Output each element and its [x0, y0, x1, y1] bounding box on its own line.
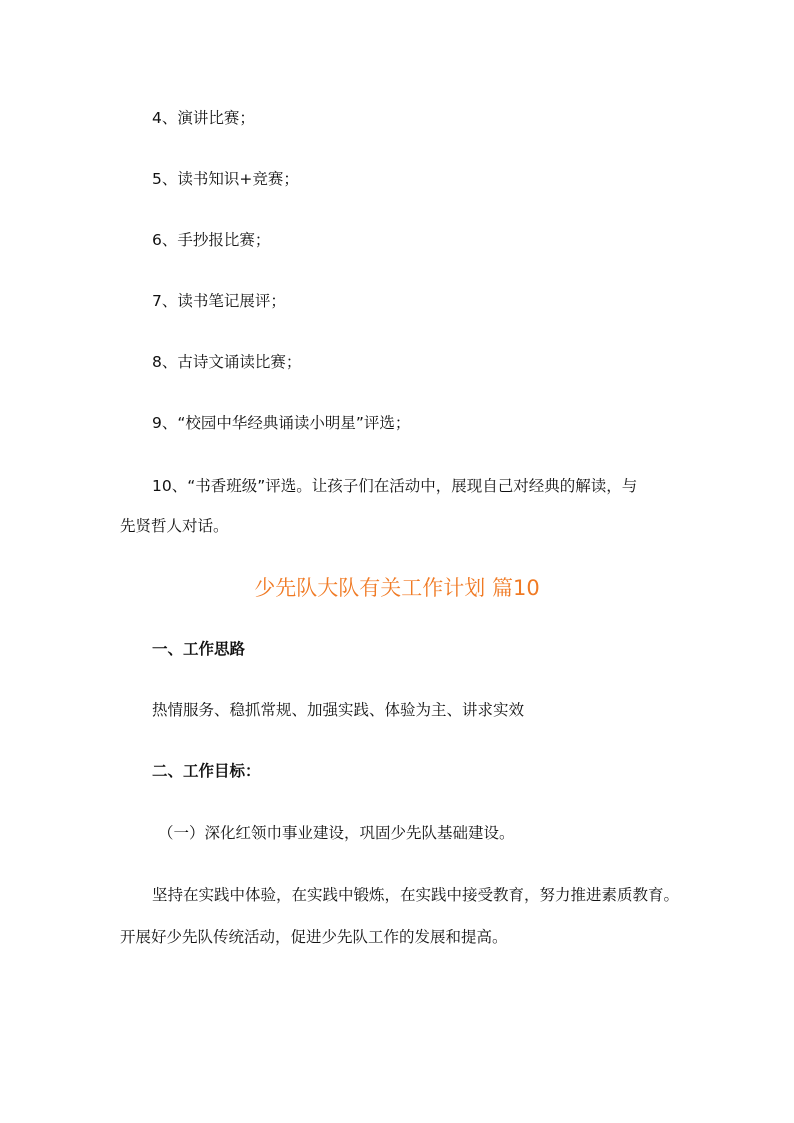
list-item-9: 9、“校园中华经典诵读小明星”评选；	[152, 414, 411, 432]
list-item-6: 6、手抄报比赛；	[152, 231, 271, 249]
heading-work-approach: 一、工作思路	[152, 640, 246, 658]
list-item-8: 8、古诗文诵读比赛；	[152, 353, 302, 371]
list-item-10-continued: 先贤哲人对话。	[120, 517, 229, 535]
paragraph-work-approach: 热情服务、稳抓常规、加强实践、体验为主、讲求实效	[152, 701, 525, 719]
list-item-7: 7、读书笔记展评；	[152, 292, 286, 310]
paragraph-goal-1-line-1: 坚持在实践中体验，在实践中锻炼，在实践中接受教育，努力推进素质教育。	[152, 886, 680, 904]
paragraph-goal-1-line-2: 开展好少先队传统活动，促进少先队工作的发展和提高。	[120, 928, 508, 946]
subheading-goal-1: （一）深化红领巾事业建设，巩固少先队基础建设。	[158, 824, 515, 842]
section-title: 少先队大队有关工作计划 篇10	[254, 576, 540, 600]
list-item-5: 5、读书知识+竞赛；	[152, 170, 299, 188]
list-item-4: 4、演讲比赛；	[152, 109, 255, 127]
heading-work-goals: 二、工作目标：	[152, 762, 261, 780]
list-item-10: 10、“书香班级”评选。让孩子们在活动中，展现自己对经典的解读，与	[152, 477, 638, 495]
